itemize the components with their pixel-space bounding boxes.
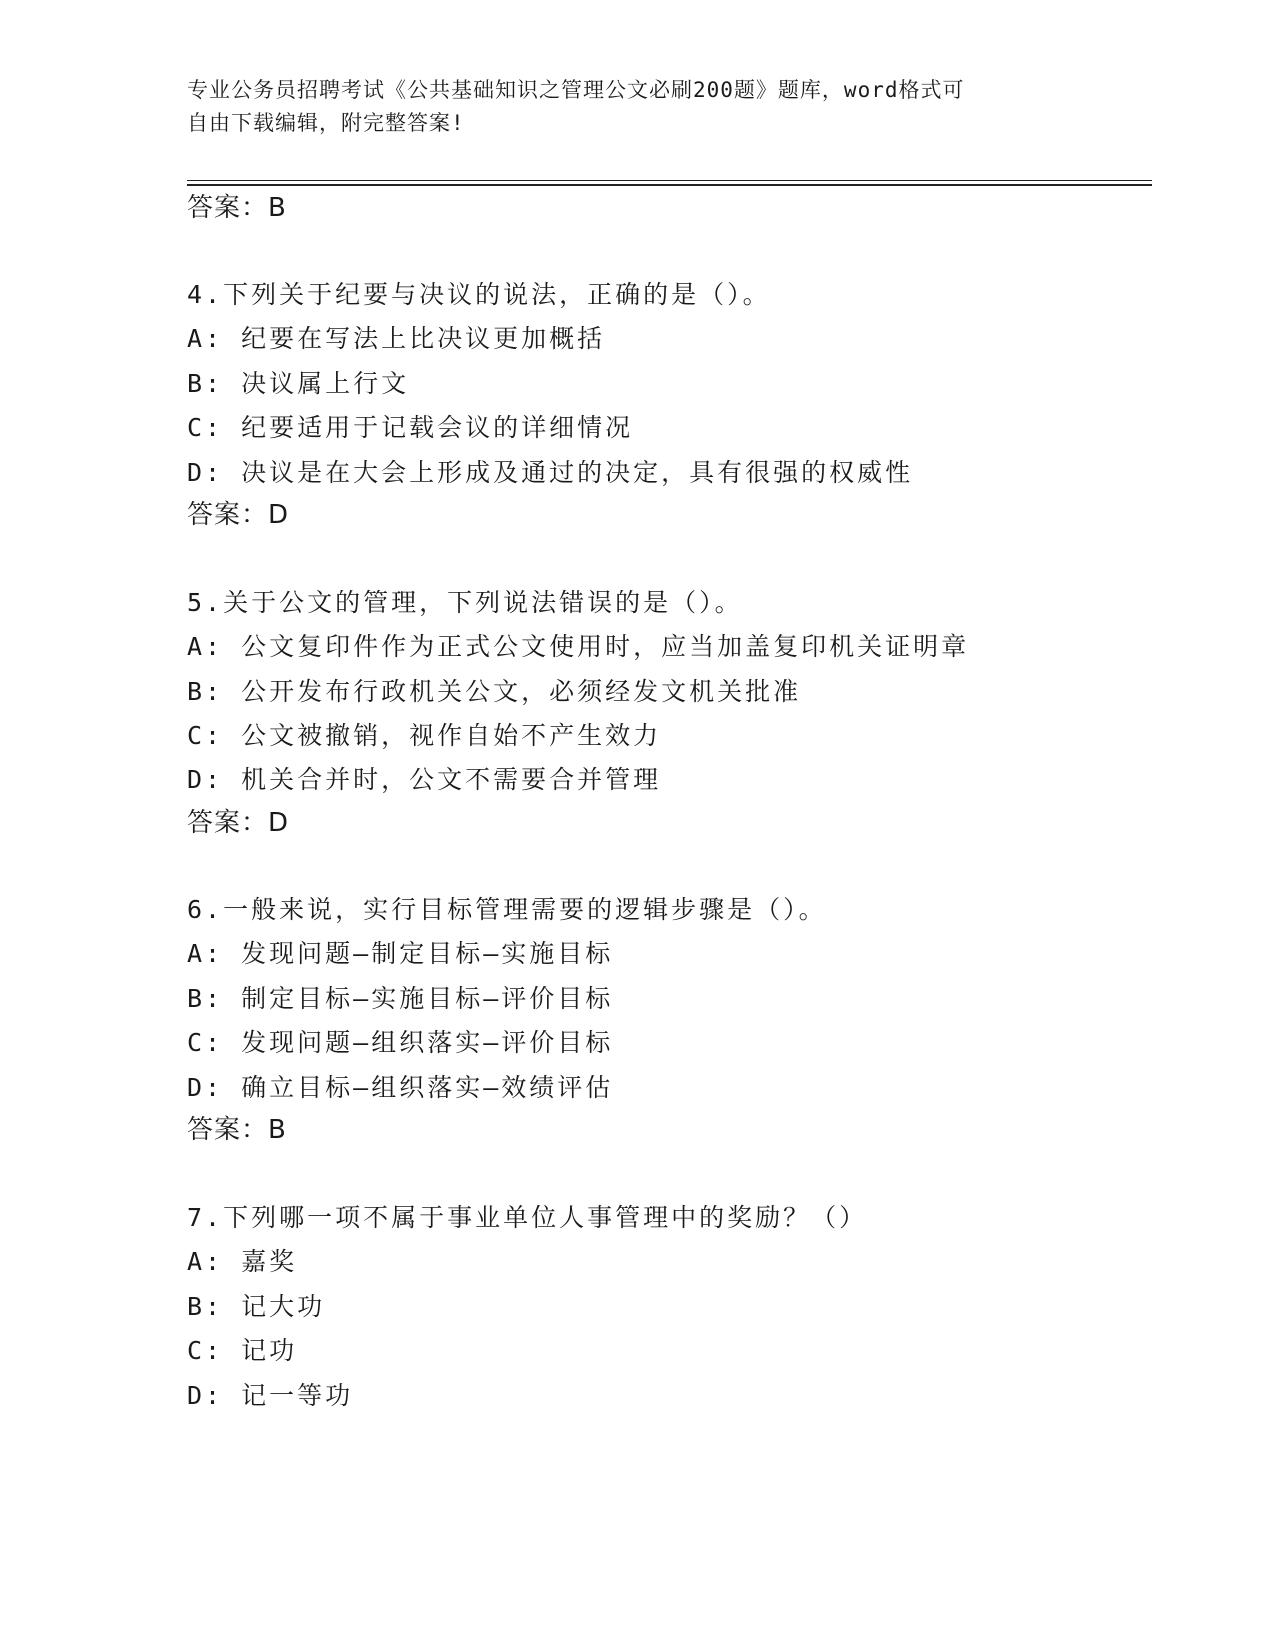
option-a: A: 发现问题—制定目标—实施目标 bbox=[187, 939, 614, 968]
option-b: B: 制定目标—实施目标—评价目标 bbox=[187, 984, 614, 1013]
option-c: C: 纪要适用于记载会议的详细情况 bbox=[187, 413, 634, 442]
option-b: B: 决议属上行文 bbox=[187, 369, 410, 398]
question-stem: 6.一般来说，实行目标管理需要的逻辑步骤是（）。 bbox=[187, 895, 827, 924]
option-b: B: 公开发布行政机关公文，必须经发文机关批准 bbox=[187, 677, 802, 706]
question-stem: 4.下列关于纪要与决议的说法，正确的是（）。 bbox=[187, 280, 771, 309]
option-d: D: 决议是在大会上形成及通过的决定，具有很强的权威性 bbox=[187, 458, 914, 487]
option-b: B: 记大功 bbox=[187, 1292, 326, 1321]
option-d: D: 机关合并时，公文不需要合并管理 bbox=[187, 765, 662, 794]
option-c: C: 记功 bbox=[187, 1336, 298, 1365]
option-a: A: 公文复印件作为正式公文使用时，应当加盖复印机关证明章 bbox=[187, 632, 970, 661]
question-stem: 7.下列哪一项不属于事业单位人事管理中的奖励？（） bbox=[187, 1203, 868, 1232]
option-d: D: 记一等功 bbox=[187, 1381, 354, 1410]
answer-line: 答案：B bbox=[187, 193, 287, 223]
answer-line: 答案：B bbox=[187, 1115, 287, 1145]
document-header bbox=[187, 74, 1087, 140]
header-line-1: 专业公务员招聘考试《公共基础知识之管理公文必刷200题》题库，word格式可 bbox=[187, 78, 965, 102]
answer-line: 答案：D bbox=[187, 808, 290, 838]
answer-line: 答案：D bbox=[187, 500, 290, 530]
option-a: A: 纪要在写法上比决议更加概括 bbox=[187, 324, 606, 353]
header-line-2: 自由下载编辑，附完整答案! bbox=[187, 111, 465, 135]
option-d: D: 确立目标—组织落实—效绩评估 bbox=[187, 1073, 614, 1102]
header-divider bbox=[187, 180, 1152, 181]
option-c: C: 公文被撤销，视作自始不产生效力 bbox=[187, 721, 662, 750]
question-stem: 5.关于公文的管理，下列说法错误的是（）。 bbox=[187, 588, 743, 617]
option-c: C: 发现问题—组织落实—评价目标 bbox=[187, 1028, 614, 1057]
header-divider-thick bbox=[187, 184, 1152, 186]
option-a: A: 嘉奖 bbox=[187, 1247, 298, 1276]
